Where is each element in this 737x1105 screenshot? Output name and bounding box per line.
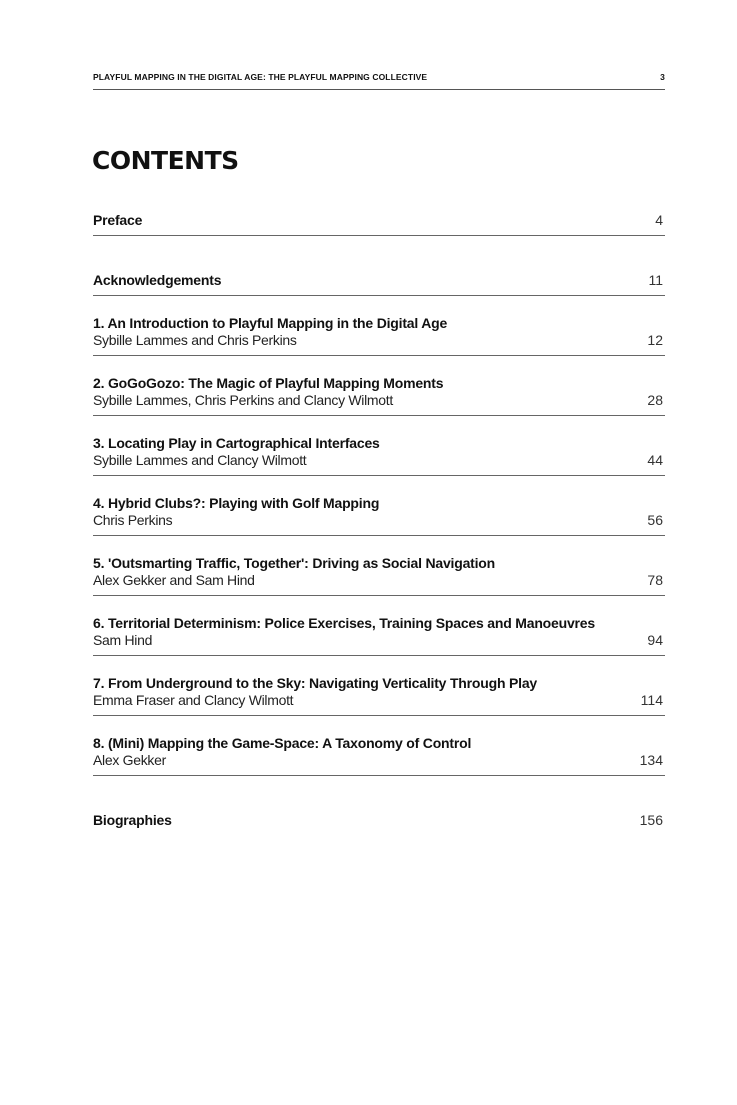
entry-title: Biographies	[93, 812, 172, 828]
toc-entry[interactable]	[93, 656, 665, 716]
entry-authors: Sybille Lammes and Clancy Wilmott	[93, 452, 307, 468]
entry-page-number: 114	[640, 692, 663, 708]
entry-page-number: 78	[647, 572, 663, 588]
entry-authors: Alex Gekker and Sam Hind	[93, 572, 255, 588]
entry-page-number: 4	[655, 212, 663, 228]
entry-authors: Emma Fraser and Clancy Wilmott	[93, 692, 294, 708]
entry-authors: Alex Gekker	[93, 752, 166, 768]
page-number: 3	[660, 72, 665, 82]
entry-title: 2. GoGoGozo: The Magic of Playful Mapping Moments	[93, 375, 444, 391]
entry-authors: Chris Perkins	[93, 512, 173, 528]
entry-title: Acknowledgements	[93, 272, 222, 288]
entry-page-number: 56	[647, 512, 663, 528]
toc-entry[interactable]	[93, 236, 665, 296]
entry-page-number: 44	[647, 452, 663, 468]
toc-entry[interactable]	[93, 176, 665, 236]
entry-title: 1. An Introduction to Playful Mapping in the Digital Age	[93, 315, 448, 331]
entry-page-number: 134	[639, 752, 663, 768]
toc-entry[interactable]	[93, 296, 665, 356]
toc-entry[interactable]	[93, 776, 665, 835]
toc-entry[interactable]	[93, 716, 665, 776]
toc-entry[interactable]	[93, 356, 665, 416]
entry-authors: Sam Hind	[93, 632, 153, 648]
toc-entry[interactable]	[93, 596, 665, 656]
entry-authors: Sybille Lammes, Chris Perkins and Clancy Wilmott	[93, 392, 393, 408]
entry-title: 8. (Mini) Mapping the Game-Space: A Taxonomy of Control	[93, 735, 472, 751]
entry-page-number: 12	[647, 332, 663, 348]
toc-entry[interactable]	[93, 476, 665, 536]
entry-title: 4. Hybrid Clubs?: Playing with Golf Mapping	[93, 495, 380, 511]
entry-title: 5. 'Outsmarting Traffic, Together': Driving as Social Navigation	[93, 555, 496, 571]
entry-page-number: 156	[639, 812, 663, 828]
table-of-contents	[93, 176, 665, 835]
entry-authors: Sybille Lammes and Chris Perkins	[93, 332, 297, 348]
running-header	[93, 72, 665, 90]
entry-title: 7. From Underground to the Sky: Navigating Verticality Through Play	[93, 675, 537, 691]
toc-entry[interactable]	[93, 536, 665, 596]
entry-page-number: 11	[648, 272, 663, 288]
entry-title: 6. Territorial Determinism: Police Exercises, Training Spaces and Manoeuvres	[93, 615, 595, 631]
running-title: PLAYFUL MAPPING IN THE DIGITAL AGE: THE PLAYFUL MAPPING COLLECTIVE	[93, 72, 428, 82]
entry-page-number: 28	[647, 392, 663, 408]
page-title: CONTENTS	[92, 146, 239, 175]
entry-title: Preface	[93, 212, 143, 228]
entry-page-number: 94	[647, 632, 663, 648]
toc-entry[interactable]	[93, 416, 665, 476]
entry-title: 3. Locating Play in Cartographical Interfaces	[93, 435, 380, 451]
